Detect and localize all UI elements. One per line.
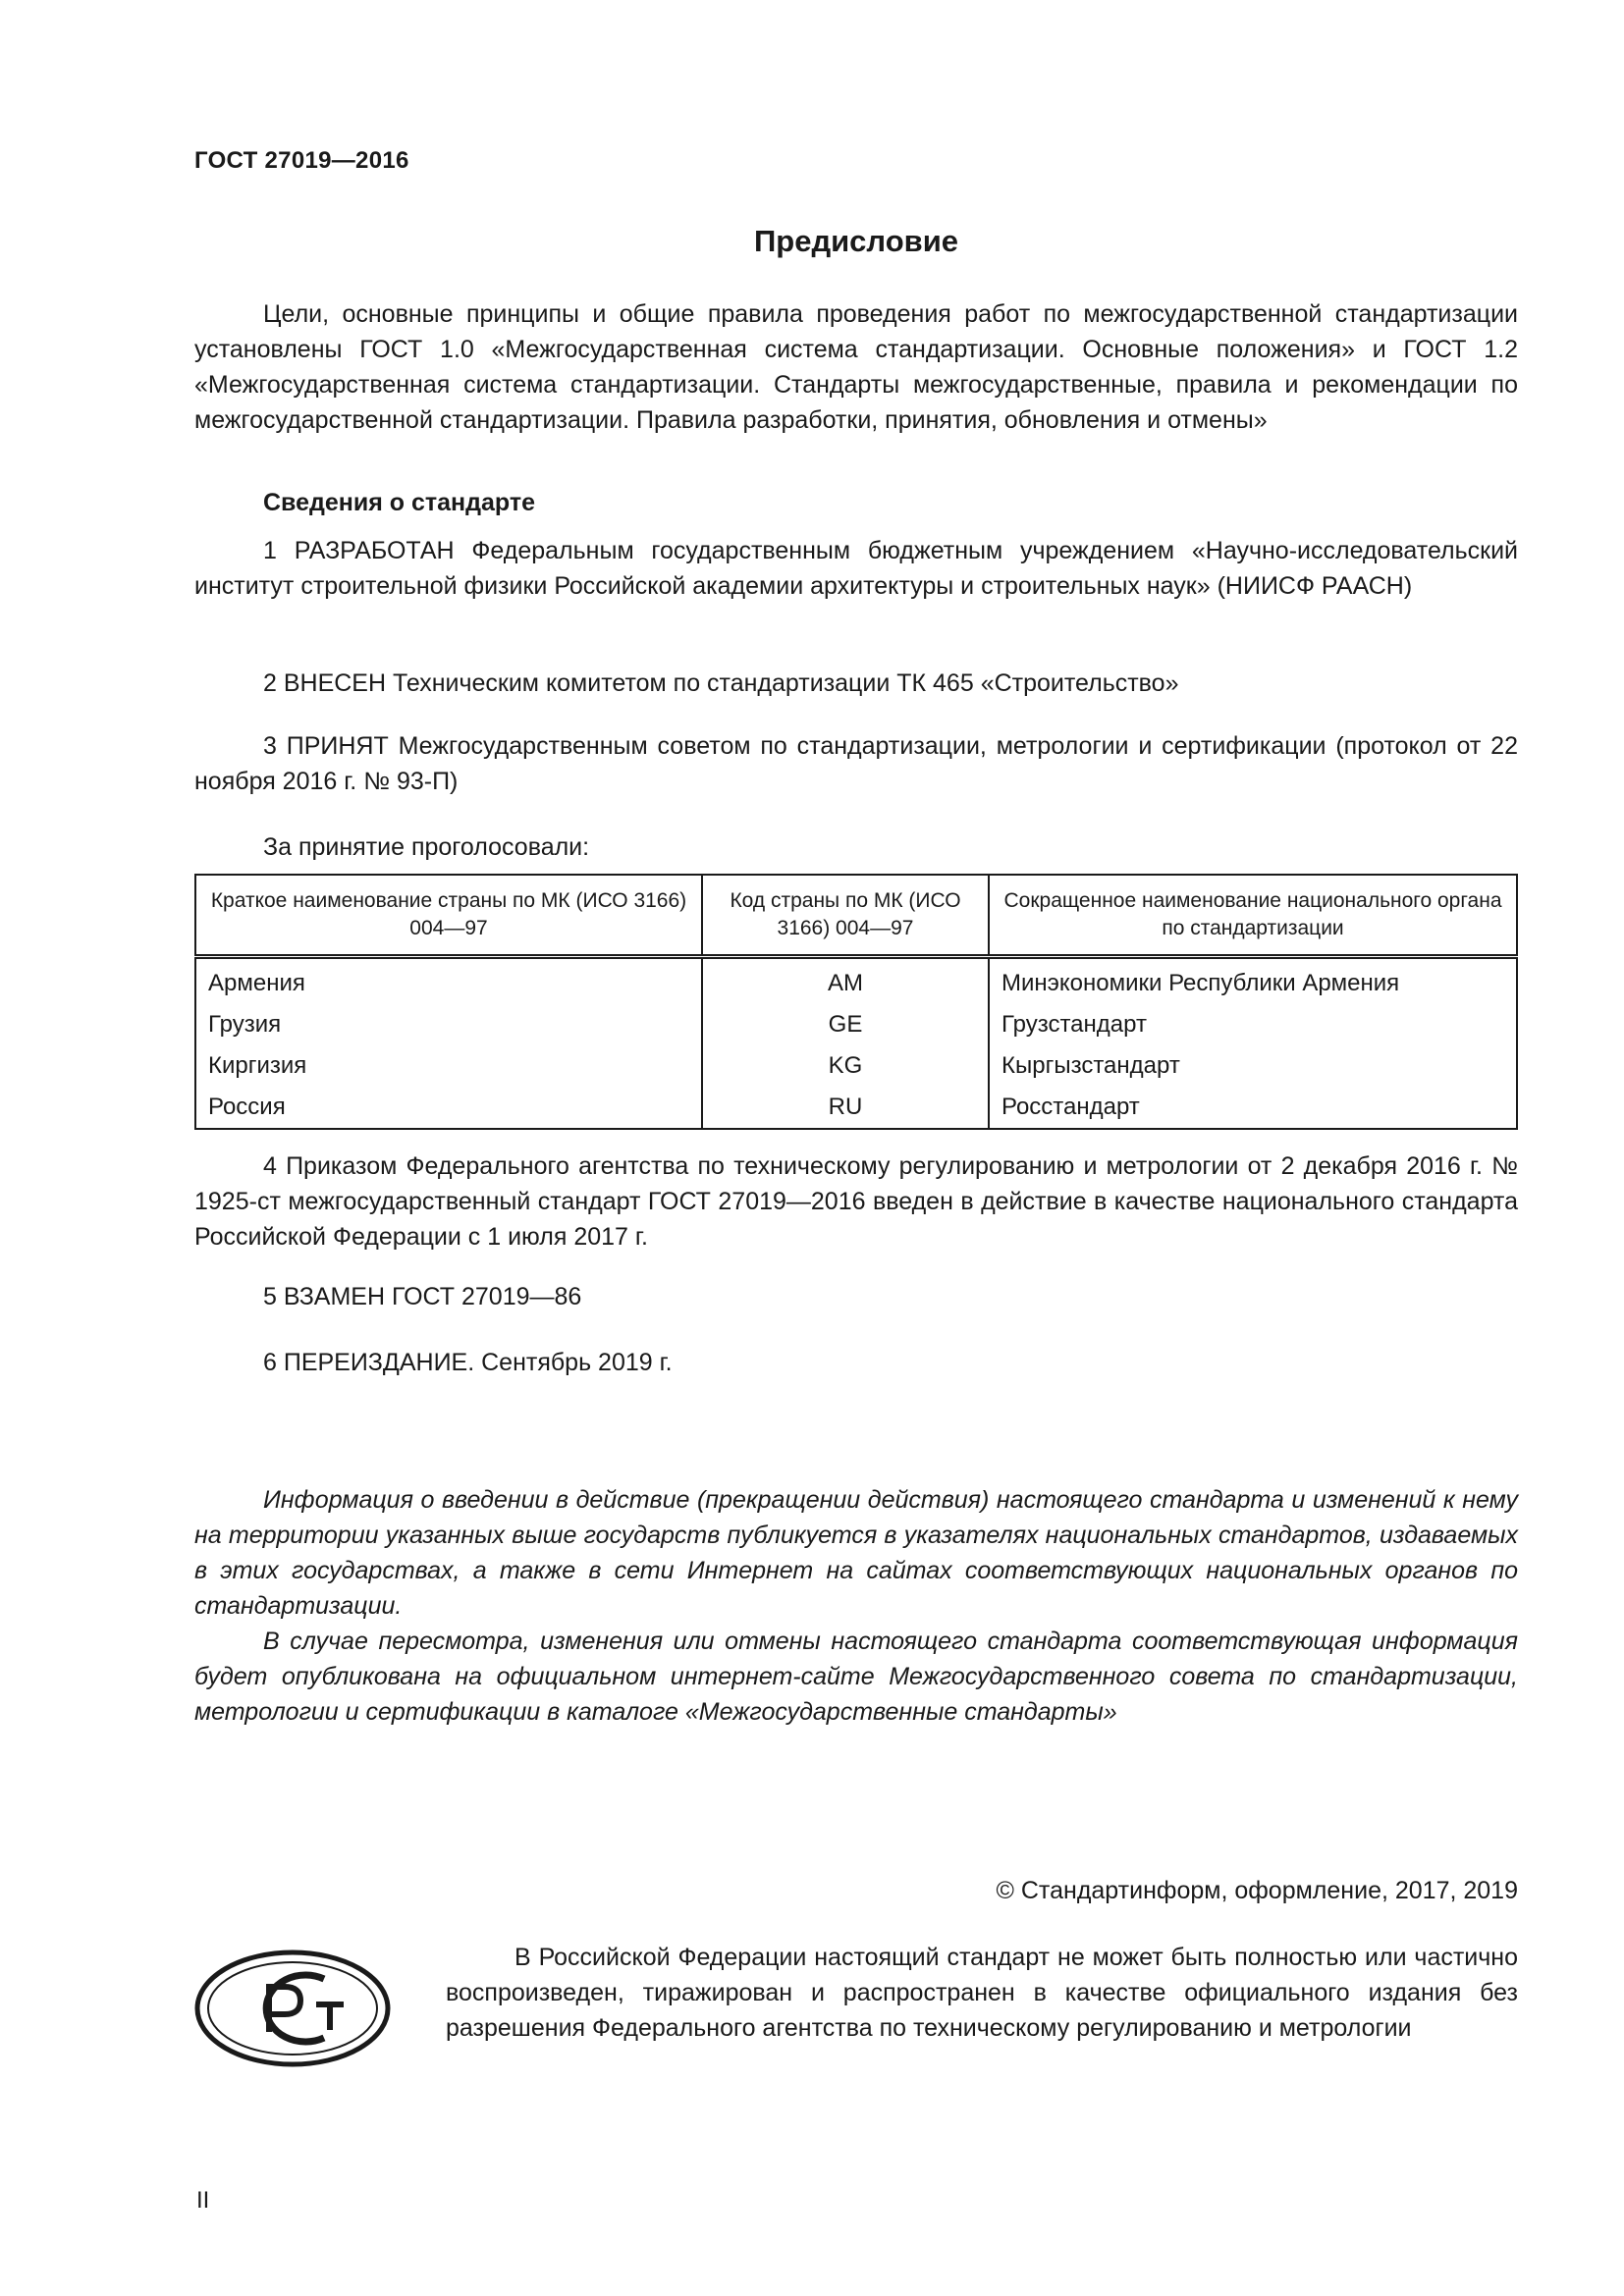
table-row [195,957,1517,1005]
item-2-text: 2 ВНЕСЕН Техническим комитетом по стандартизации ТК 465 «Строительство» [263,669,1179,697]
notice-block [194,1482,1518,1730]
column-header-body: Сокращенное наименование национального органа по стандартизации [989,875,1517,957]
body-cell: Минэкономики Республики Армения [989,957,1517,1005]
code-cell: AM [702,957,989,1005]
item-6 [194,1345,1518,1380]
table-row [195,1045,1517,1087]
vote-table [194,874,1518,1130]
item-3-text: 3 ПРИНЯТ Межгосударственным советом по стандартизации, метрологии и сертификации (протокол от 22 ноября 2016 г. № 93-П) [194,732,1518,795]
country-cell: Россия [195,1087,702,1129]
column-header-code: Код страны по МК (ИСО 3166) 004—97 [702,875,989,957]
item-6-text: 6 ПЕРЕИЗДАНИЕ. Сентябрь 2019 г. [263,1349,673,1376]
notice-paragraph-2: В случае пересмотра, изменения или отмены настоящего стандарта соответствующая информация будет опубликована на официальном интернет-сайте Межгосударственного совета по стандартизации, метрологии и сертификации в каталоге «Межгосударственные стандарты» [194,1628,1518,1726]
rights-text: В Российской Федерации настоящий стандарт не может быть полностью или частично воспроизведен, тиражирован и распространен в качестве официального издания без разрешения Федерального агентства по техническому регулированию и метрологии [446,1944,1518,2042]
item-1 [194,533,1518,604]
copyright-line: © Стандартинформ, оформление, 2017, 2019 [996,1877,1518,1904]
notice-paragraph-1: Информация о введении в действие (прекращении действия) настоящего стандарта и изменений к нему на территории указанных выше государств публикуется в указателях национальных стандартов, издаваемых в этих государствах, а также в сети Интернет на сайтах соответствующих национальных органов по стандартизации. [194,1486,1518,1620]
item-4-text: 4 Приказом Федерального агентства по техническому регулированию и метрологии от 2 декабря 2016 г. № 1925-ст межгосударственный стандарт ГОСТ 27019—2016 введен в действие в качестве национального стандарта Российской Федерации с 1 июля 2017 г. [194,1152,1518,1251]
country-cell: Армения [195,957,702,1005]
item-3 [194,728,1518,799]
code-cell: GE [702,1004,989,1045]
intro-text: Цели, основные принципы и общие правила проведения работ по межгосударственной стандартизации установлены ГОСТ 1.0 «Межгосударственная система стандартизации. Основные положения» и ГОСТ 1.2 «Межгосударственная система стандартизации. Стандарты межгосударственные, правила и рекомендации по межгосударственной стандартизации. Правила разработки, принятия, обновления и отмены» [194,300,1518,434]
column-header-country: Краткое наименование страны по МК (ИСО 3166) 004—97 [195,875,702,957]
item-5 [194,1279,1518,1314]
rights-notice [446,1940,1518,2046]
pct-certification-mark-icon [194,1949,391,2067]
code-cell: KG [702,1045,989,1087]
page-title: Предисловие [753,224,958,258]
body-cell: Кыргызстандарт [989,1045,1517,1087]
code-cell: RU [702,1087,989,1129]
page-number: II [196,2187,210,2214]
item-4 [194,1148,1518,1255]
table-row [195,1004,1517,1045]
body-cell: Росстандарт [989,1087,1517,1129]
item-5-text: 5 ВЗАМЕН ГОСТ 27019—86 [263,1283,582,1310]
body-cell: Грузстандарт [989,1004,1517,1045]
country-cell: Киргизия [195,1045,702,1087]
info-heading: Сведения о стандарте [263,489,536,516]
vote-table-header-row [195,875,1517,957]
item-2 [194,666,1518,701]
vote-intro: За принятие проголосовали: [263,833,590,861]
table-row [195,1087,1517,1129]
document-code: ГОСТ 27019—2016 [194,147,409,174]
intro-paragraph [194,296,1518,438]
document-page [194,0,1518,2296]
item-1-text: 1 РАЗРАБОТАН Федеральным государственным бюджетным учреждением «Научно-исследовательский институт строительной физики Российской академии архитектуры и строительных наук» (НИИСФ РААСН) [194,537,1518,600]
country-cell: Грузия [195,1004,702,1045]
